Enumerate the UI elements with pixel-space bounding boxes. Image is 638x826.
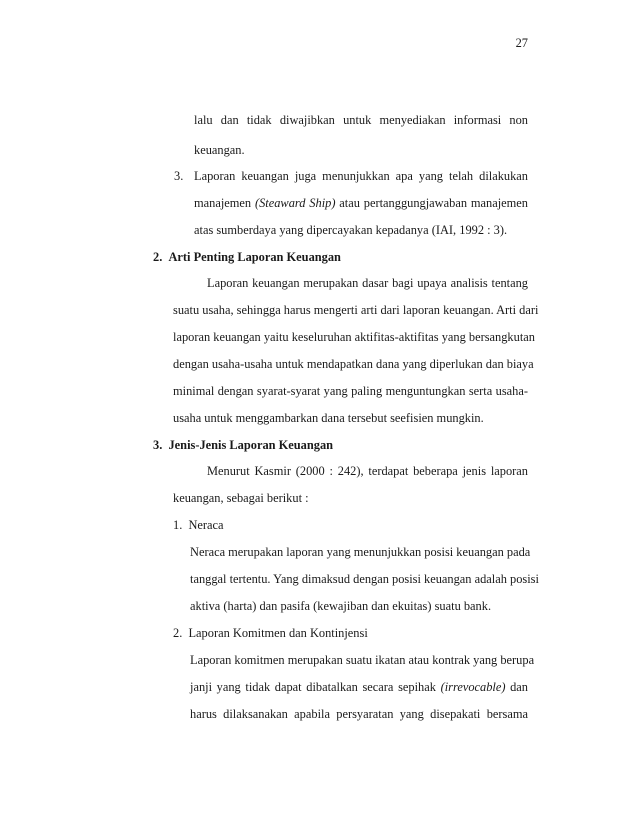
paragraph-line: aktiva (harta) dan pasifa (kewajiban dan ekuitas) suatu bank.: [190, 599, 492, 613]
list-continuation-line: lalu dan tidak diwajibkan untuk menyediakan informasi non: [194, 113, 528, 127]
list-item-number: 3.: [174, 169, 184, 183]
paragraph-line: Menurut Kasmir (2000 : 242), terdapat beberapa jenis laporan: [207, 464, 528, 478]
section-heading: 3. Jenis-Jenis Laporan Keuangan: [153, 438, 334, 452]
page-number: 27: [515, 36, 528, 50]
text-run: dan: [505, 680, 528, 694]
paragraph-line: dengan usaha-usaha untuk mendapatkan dana yang diperlukan dan biaya: [173, 357, 534, 371]
italic-term: (Steaward Ship): [254, 196, 336, 210]
text-run: janji yang tidak dapat dibatalkan secara sepihak: [190, 680, 441, 694]
paragraph-line: harus dilaksanakan apabila persyaratan yang disepakati bersama: [190, 707, 528, 721]
paragraph-line: Laporan keuangan merupakan dasar bagi upaya analisis tentang: [207, 276, 528, 290]
list-item-line: atas sumberdaya yang dipercayakan kepadanya (IAI, 1992 : 3).: [194, 223, 508, 237]
paragraph-line: Neraca merupakan laporan yang menunjukkan posisi keuangan pada: [190, 545, 531, 559]
paragraph-line: laporan keuangan yaitu keseluruhan aktifitas-aktifitas yang bersangkutan: [173, 330, 535, 344]
paragraph-line: minimal dengan syarat-syarat yang paling menguntungkan serta usaha-: [173, 384, 528, 398]
text-run: manajemen: [194, 196, 255, 210]
paragraph-line: tanggal tertentu. Yang dimaksud dengan posisi keuangan adalah posisi: [190, 572, 539, 586]
paragraph-line: Laporan komitmen merupakan suatu ikatan atau kontrak yang berupa: [190, 653, 535, 667]
list-item-line: Laporan keuangan juga menunjukkan apa yang telah dilakukan: [194, 169, 528, 183]
section-heading: 2. Arti Penting Laporan Keuangan: [153, 250, 341, 264]
paragraph-line: [190, 679, 528, 695]
italic-term: (irrevocable): [440, 680, 506, 694]
subsection-title: 1. Neraca: [173, 518, 224, 532]
paragraph-line: keuangan, sebagai berikut :: [173, 491, 309, 505]
paragraph-line: suatu usaha, sehingga harus mengerti arti dari laporan keuangan. Arti dari: [173, 303, 539, 317]
text-run: atau pertanggungjawaban manajemen: [335, 196, 528, 210]
subsection-title: 2. Laporan Komitmen dan Kontinjensi: [173, 626, 368, 640]
list-continuation-line: keuangan.: [194, 143, 245, 157]
paragraph-line: usaha untuk menggambarkan dana tersebut seefisien mungkin.: [173, 411, 484, 425]
list-item-line: [194, 195, 528, 211]
